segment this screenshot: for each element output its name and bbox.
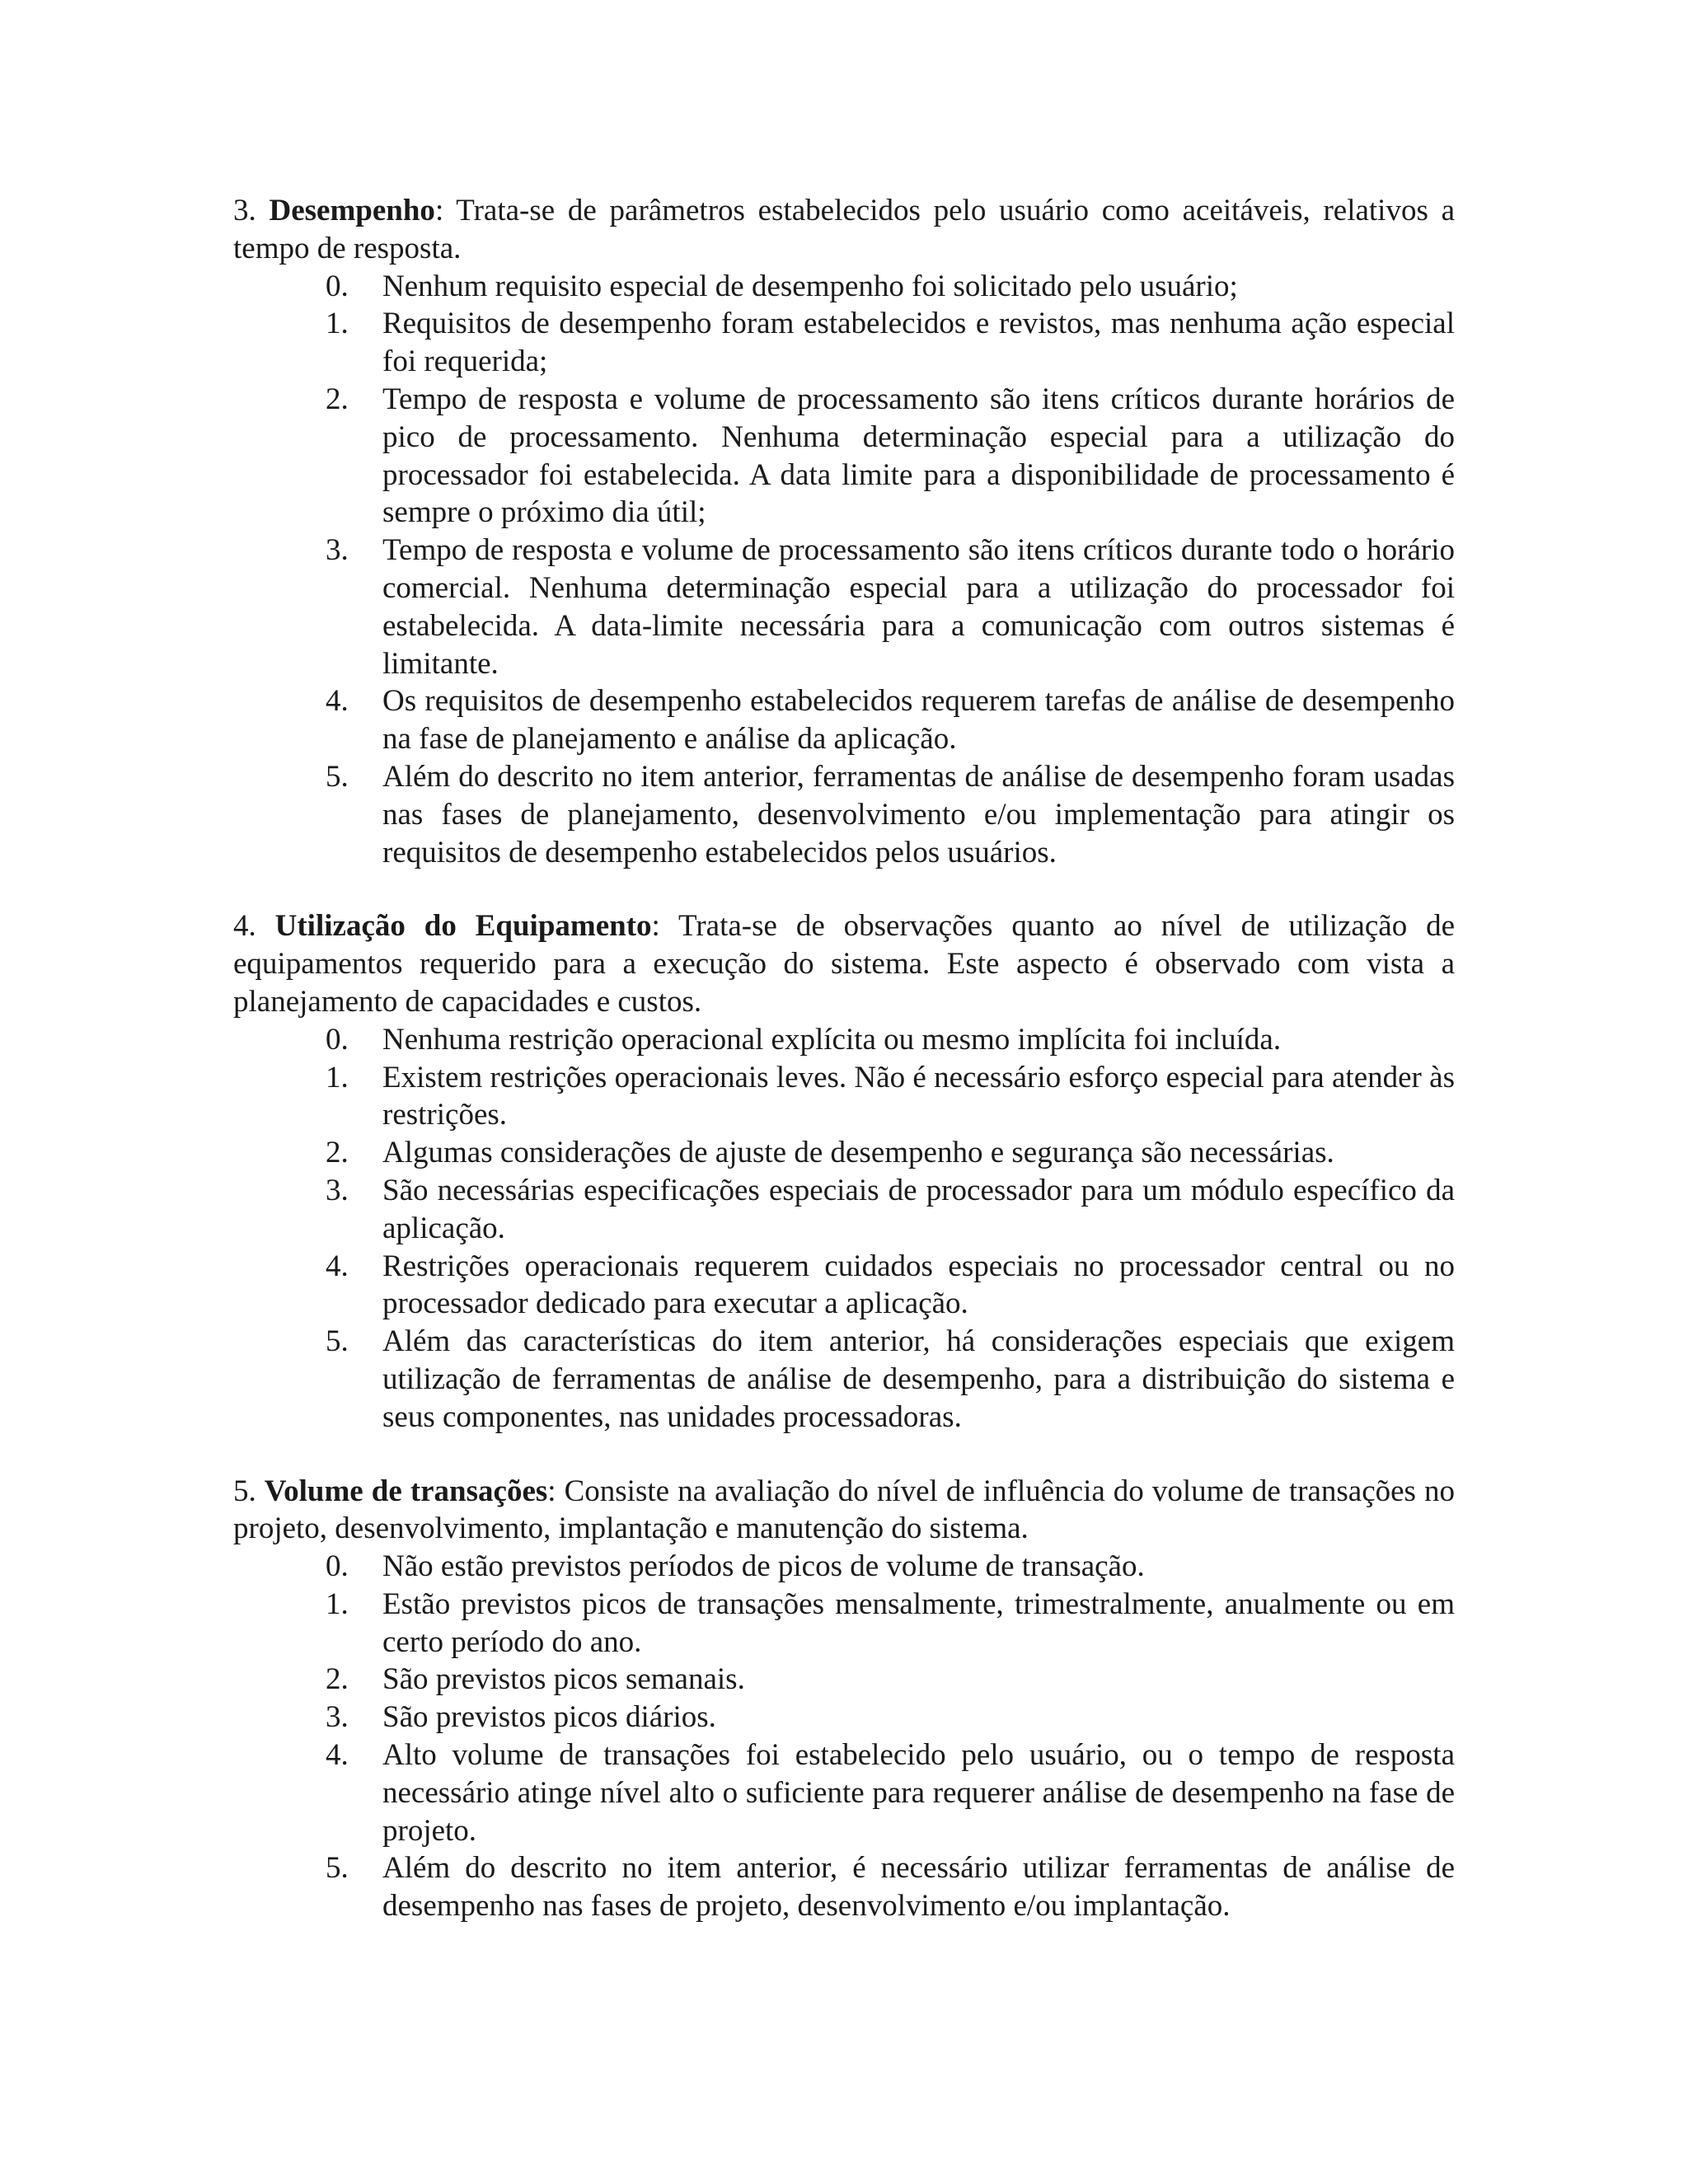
item-text: Nenhuma restrição operacional explícita ou mesmo implícita foi incluída. [382,1022,1282,1057]
item-number: 0. [326,1549,349,1584]
list-item [233,1586,1455,1661]
item-number: 1. [326,307,349,341]
item-text: Restrições operacionais requerem cuidados especiais no processador central ou no processador dedicado para executar a aplicação. [382,1249,1455,1321]
item-number: 5. [326,1851,349,1886]
item-text: Não estão previstos períodos de picos de volume de transação. [382,1549,1145,1584]
item-text: Algumas considerações de ajuste de desempenho e segurança são necessárias. [382,1136,1334,1170]
document-page [233,192,1455,1961]
list-item [233,1736,1455,1849]
section-title: Utilização do Equipamento [274,909,652,944]
item-text: Além das características do item anterior, há considerações especiais que exigem utilização de ferramentas de análise de desempenho, para a distribuição do sistema e seus componentes, nas unidades processadoras. [382,1324,1455,1434]
item-number: 0. [326,269,349,303]
list-item [233,1172,1455,1248]
item-number: 3. [326,1700,349,1735]
list-item [233,1661,1455,1699]
item-text: Além do descrito no item anterior, ferramentas de análise de desempenho foram usadas nas fases de planejamento, desenvolvimento e/ou implementação para atingir os requisitos de desempenho estabelecidos pelos usuários. [382,759,1455,869]
item-text: Os requisitos de desempenho estabelecidos requerem tarefas de análise de desempenho na fase de planejamento e análise da aplicação. [382,684,1455,757]
list-item [233,532,1455,682]
item-text: São necessárias especificações especiais de processador para um módulo específico da aplicação. [382,1173,1455,1245]
section-desempenho [233,192,1455,871]
section-number: 3. [233,194,256,227]
item-text: Alto volume de transações foi estabelecido pelo usuário, ou o tempo de resposta necessário atinge nível alto o suficiente para requerer análise de desempenho na fase de projeto. [382,1738,1455,1848]
list-item [233,381,1455,532]
section-volume-transacoes [233,1473,1455,1926]
section-number: 4. [233,909,256,944]
list-item [233,1323,1455,1436]
section-intro [233,907,1455,1020]
list-item [233,758,1455,871]
item-text: Requisitos de desempenho foram estabelecidos e revistos, mas nenhuma ação especial foi requerida; [382,307,1455,379]
item-number: 2. [326,1136,349,1170]
section-description: : Trata-se de observações quanto ao nível de utilização de equipamentos requerido para a execução do sistema. Este aspecto é observado com vista a planejamento de capacidades e custos. [233,909,1455,1019]
item-number: 4. [326,1249,349,1283]
list-item [233,1134,1455,1172]
list-item [233,305,1455,381]
list-item [233,1548,1455,1586]
item-number: 1. [326,1060,349,1094]
section-intro [233,192,1455,268]
item-text: São previstos picos semanais. [382,1662,745,1697]
item-number: 1. [326,1586,349,1621]
item-number: 2. [326,1662,349,1697]
list-item [233,1021,1455,1059]
section-utilizacao-equipamento [233,907,1455,1436]
section-description: : Trata-se de parâmetros estabelecidos pelo usuário como aceitáveis, relativos a tempo de resposta. [233,194,1456,265]
list-item [233,1248,1455,1324]
level-list [233,1548,1455,1925]
list-item [233,682,1455,758]
section-title: Desempenho [269,194,435,227]
item-number: 5. [326,1324,349,1359]
item-number: 4. [326,1738,349,1773]
list-item [233,1699,1455,1736]
item-number: 3. [326,1173,349,1207]
item-text: Existem restrições operacionais leves. Não é necessário esforço especial para atender às restrições. [382,1060,1455,1132]
list-item [233,1059,1455,1135]
section-number: 5. [233,1474,256,1508]
item-number: 2. [326,382,349,416]
item-number: 4. [326,684,349,719]
section-description: : Consiste na avaliação do nível de influência do volume de transações no projeto, desenvolvimento, implantação e manutenção do sistema. [233,1474,1455,1546]
list-item [233,268,1455,306]
section-intro [233,1473,1455,1549]
level-list [233,268,1455,872]
item-text: Tempo de resposta e volume de processamento são itens críticos durante todo o horário comercial. Nenhuma determinação especial para a utilização do processador foi estabelecida. A data-limite necessária para a comunicação com outros sistemas é limitante. [382,533,1455,681]
item-text: Nenhum requisito especial de desempenho foi solicitado pelo usuário; [382,269,1238,303]
item-text: Tempo de resposta e volume de processamento são itens críticos durante horários de pico de processamento. Nenhuma determinação especial para a utilização do processador foi estabelecida. A data limite para a disponibilidade de processamento é sempre o próximo dia útil; [382,382,1455,530]
item-text: Além do descrito no item anterior, é necessário utilizar ferramentas de análise de desempenho nas fases de projeto, desenvolvimento e/ou implantação. [382,1851,1455,1924]
item-text: Estão previstos picos de transações mensalmente, trimestralmente, anualmente ou em certo período do ano. [382,1586,1455,1659]
level-list [233,1021,1455,1436]
item-number: 3. [326,533,349,568]
item-number: 0. [326,1022,349,1057]
item-text: São previstos picos diários. [382,1700,716,1735]
section-title: Volume de transações [264,1474,548,1508]
item-number: 5. [326,759,349,794]
list-item [233,1849,1455,1925]
